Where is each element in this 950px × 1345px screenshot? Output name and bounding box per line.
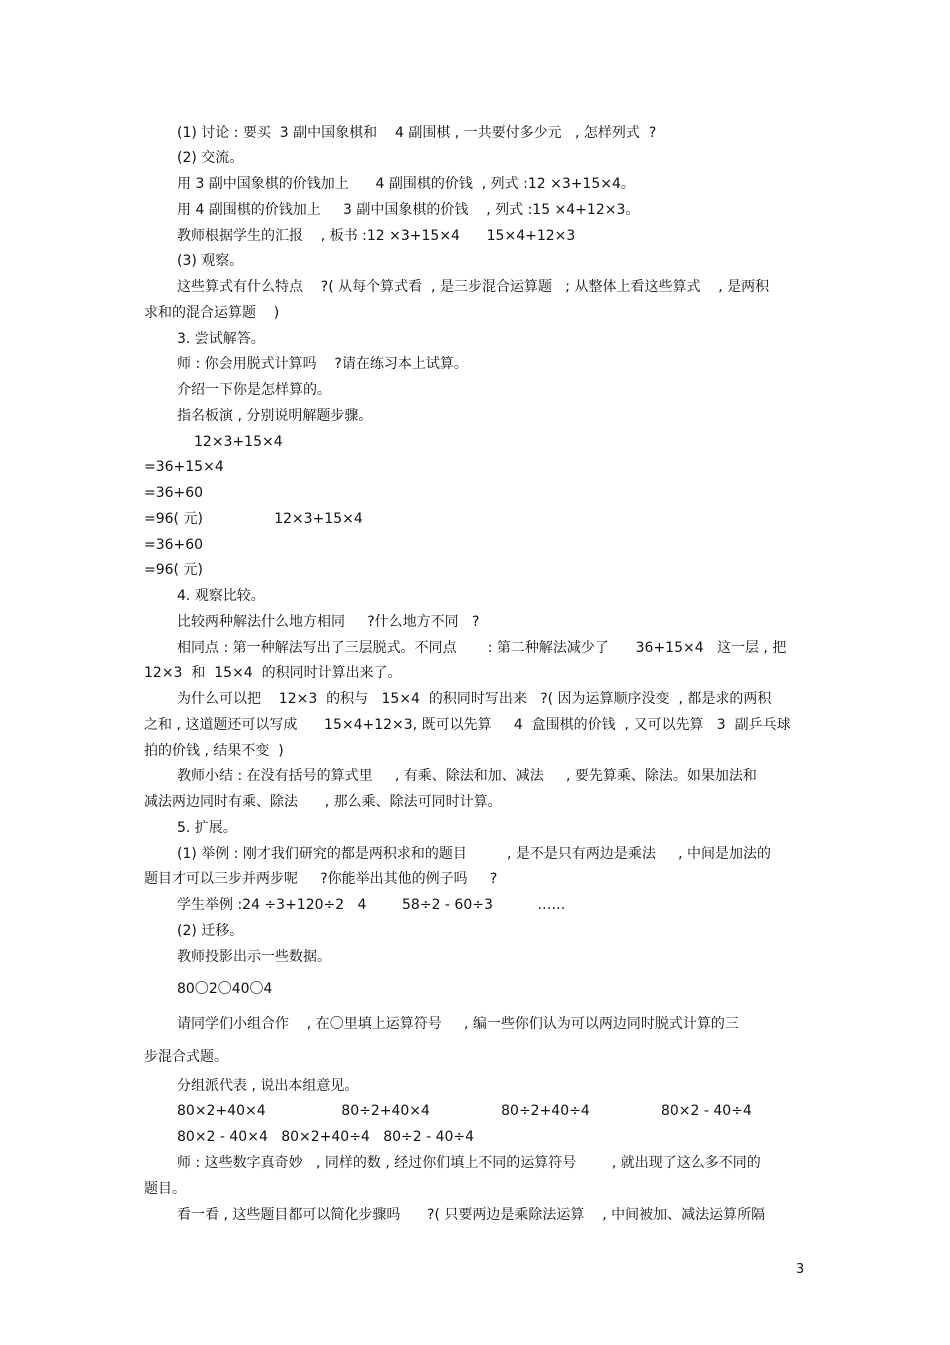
- text-line: 教师根据学生的汇报 , 板书 :12 ×3+15×4 15×4+12×3: [177, 228, 576, 244]
- text-line: 之和 , 这道题还可以写成 15×4+12×3, 既可以先算 4 盒围棋的价钱 , 又可以先算 3 副乒乓球: [144, 717, 791, 733]
- text-line: 步混合式题。: [144, 1049, 228, 1065]
- text-line: 相同点 : 第一种解法写出了三层脱式。不同点 : 第二种解法减少了 36+15×4 这一层 , 把: [177, 640, 787, 656]
- page-number: 3: [796, 1262, 805, 1277]
- text-line: 题目。: [144, 1181, 186, 1197]
- text-line: 12×3 和 15×4 的积同时计算出来了。: [144, 665, 402, 681]
- text-line: 这些算式有什么特点 ?( 从每个算式看 , 是三步混合运算题 ; 从整体上看这些算式 , 是两积: [177, 279, 770, 295]
- text-line: 指名板演 , 分别说明解题步骤。: [177, 408, 373, 424]
- text-line: 题目才可以三步并两步呢 ?你能举出其他的例子吗 ?: [144, 871, 498, 887]
- text-line: 用 4 副围棋的价钱加上 3 副中国象棋的价钱 , 列式 :15 ×4+12×3。: [177, 202, 640, 218]
- text-line: (1) 讨论 : 要买 3 副中国象棋和 4 副围棋 , 一共要付多少元 , 怎样列式 ?: [177, 125, 657, 141]
- text-line: 用 3 副中国象棋的价钱加上 4 副围棋的价钱 , 列式 :12 ×3+15×4。: [177, 176, 635, 192]
- text-line: 4. 观察比较。: [177, 588, 265, 604]
- text-line: 80〇2〇40〇4: [177, 981, 273, 997]
- text-line: (2) 迁移。: [177, 923, 244, 939]
- text-line: 5. 扩展。: [177, 820, 237, 836]
- text-line: 80×2+40×4 80÷2+40×4 80÷2+40÷4 80×2 - 40÷4: [177, 1103, 752, 1119]
- text-line: 教师小结 : 在没有括号的算式里 , 有乘、除法和加、减法 , 要先算乘、除法。如果加法和: [177, 768, 757, 784]
- text-line: 减法两边同时有乘、除法 , 那么乘、除法可同时计算。: [144, 794, 502, 810]
- text-line: 介绍一下你是怎样算的。: [177, 382, 331, 398]
- text-line: (3) 观察。: [177, 253, 244, 269]
- text-line: 80×2 - 40×4 80×2+40÷4 80÷2 - 40÷4: [177, 1129, 475, 1145]
- text-line: 3. 尝试解答。: [177, 331, 265, 347]
- text-line: =36+15×4: [144, 459, 224, 475]
- text-line: (1) 举例 : 刚才我们研究的都是两积求和的题目 , 是不是只有两边是乘法 , 中间是加法的: [177, 846, 771, 862]
- text-line: 12×3+15×4: [194, 434, 283, 450]
- text-line: 请同学们小组合作 , 在〇里填上运算符号 , 编一些你们认为可以两边同时脱式计算的三: [177, 1016, 739, 1032]
- text-line: =96( 元): [144, 562, 203, 578]
- text-line: 比较两种解法什么地方相同 ?什么地方不同 ?: [177, 614, 480, 630]
- text-line: 求和的混合运算题 ): [144, 305, 280, 321]
- text-line: 看一看 , 这些题目都可以简化步骤吗 ?( 只要两边是乘除法运算 , 中间被加、减法运算所隔: [177, 1207, 766, 1223]
- text-line: =36+60: [144, 485, 204, 501]
- text-line: 分组派代表 , 说出本组意见。: [177, 1078, 359, 1094]
- text-line: 师 : 这些数字真奇妙 , 同样的数 , 经过你们填上不同的运算符号 , 就出现了这么多不同的: [177, 1155, 761, 1171]
- text-line: 学生举例 :24 ÷3+120÷2 4 58÷2 - 60÷3 ……: [177, 897, 566, 913]
- text-line: =96( 元) 12×3+15×4: [144, 511, 363, 527]
- text-line: 师 : 你会用脱式计算吗 ?请在练习本上试算。: [177, 356, 468, 372]
- text-line: 拍的价钱 , 结果不变 ): [144, 743, 284, 759]
- text-line: (2) 交流。: [177, 150, 244, 166]
- text-line: 为什么可以把 12×3 的积与 15×4 的积同时写出来 ?( 因为运算顺序没变 , 都是求的两积: [177, 691, 772, 707]
- text-line: 教师投影出示一些数据。: [177, 949, 331, 965]
- text-line: =36+60: [144, 537, 204, 553]
